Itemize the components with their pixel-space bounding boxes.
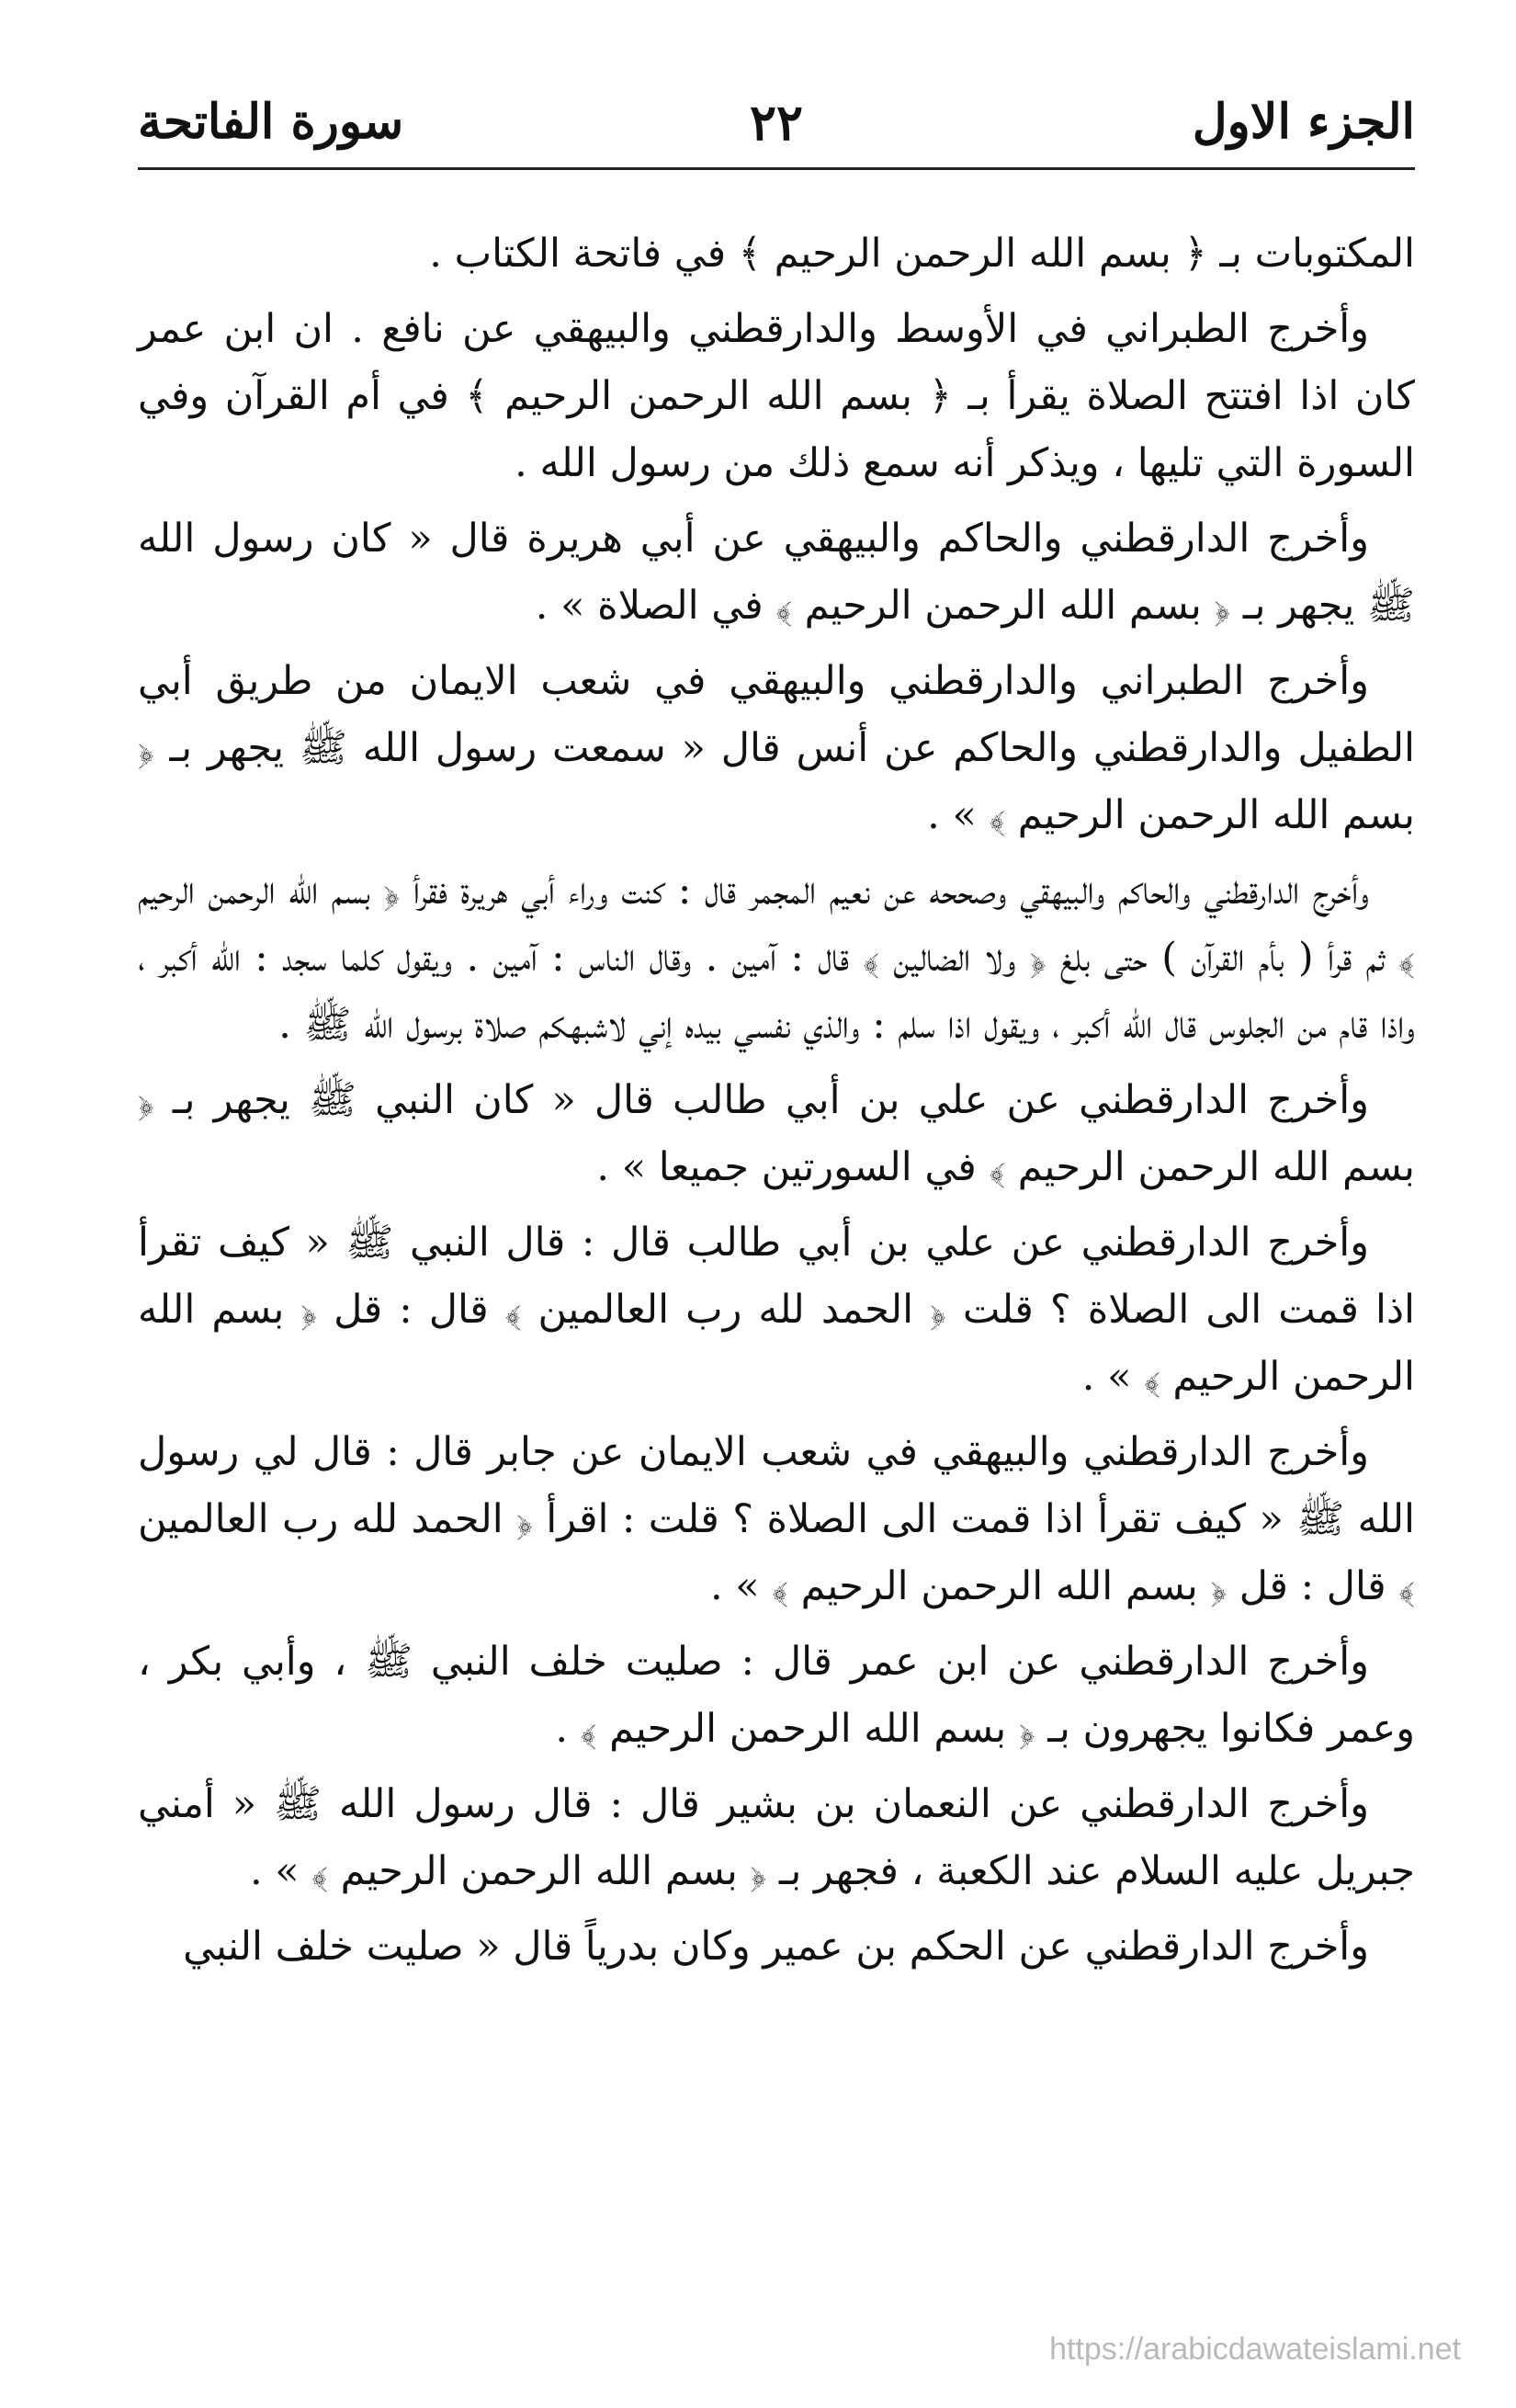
paragraph: وأخرج الدارقطني عن علي بن أبي طالب قال : قال النبي ﷺ « كيف تقرأ اذا قمت الى الصلاة ؟ قلت ﴿ الحمد لله رب العالمين ﴾ قال : قل ﴿ بسم الله الرحمن الرحيم ﴾ » . [138, 1220, 1415, 1400]
paragraph: وأخرج الدارقطني والحاكم والبيهقي وصححه عن نعيم المجمر قال : كنت وراء أبي هريرة فقرأ ﴿ بسم الله الرحمن الرحيم ﴾ ثم قرأ ( بأم القرآن ) حتى بلغ ﴿ ولا الضالين ﴾ قال : آمين . وقال الناس : آمين . ويقول كلما سجد : الله أكبر ، واذا قام من الجلوس قال الله أكبر ، ويقول اذا سلم : والذي نفسي بيده إني لاشبهكم صلاة برسول الله ﷺ . [138, 868, 1415, 1048]
paragraph: وأخرج الدارقطني عن ابن عمر قال : صليت خلف النبي ﷺ ، وأبي بكر ، وعمر فكانوا يجهرون بـ ﴿ بسم الله الرحمن الرحيم ﴾ . [138, 1639, 1415, 1752]
part-title: الجزء الاول [1192, 94, 1415, 150]
paragraph: وأخرج الطبراني والدارقطني والبيهقي في شعب الايمان من طريق أبي الطفيل والدارقطني والحاكم عن أنس قال « سمعت رسول الله ﷺ يجهر بـ ﴿ بسم الله الرحمن الرحيم ﴾ » . [138, 658, 1415, 838]
paragraph: المكتوبات بـ ﴿ بسم الله الرحمن الرحيم ﴾ في فاتحة الكتاب . [429, 231, 1415, 277]
page-number: ٢٢ [749, 93, 804, 152]
paragraph: وأخرج الدارقطني عن الحكم بن عمير وكان بدرياً قال « صليت خلف النبي [183, 1924, 1369, 1970]
paragraph: وأخرج الدارقطني عن علي بن أبي طالب قال « كان النبي ﷺ يجهر بـ ﴿ بسم الله الرحمن الرحيم ﴾ في السورتين جميعا » . [138, 1077, 1415, 1190]
body-text [138, 221, 1415, 1989]
paragraph: وأخرج الدارقطني والحاكم والبيهقي عن أبي هريرة قال « كان رسول الله ﷺ يجهر بـ ﴿ بسم الله الرحمن الرحيم ﴾ في الصلاة » . [138, 516, 1415, 629]
header-divider [138, 167, 1415, 170]
running-header [138, 81, 1415, 164]
surah-title: سورة الفاتحة [138, 94, 404, 150]
paragraph: وأخرج الدارقطني والبيهقي في شعب الايمان عن جابر قال : قال لي رسول الله ﷺ « كيف تقرأ اذا قمت الى الصلاة ؟ قلت : اقرأ ﴿ الحمد لله رب العالمين ﴾ قال : قل ﴿ بسم الله الرحمن الرحيم ﴾ » . [138, 1429, 1415, 1609]
paragraph: وأخرج الطبراني في الأوسط والدارقطني والبيهقي عن نافع . ان ابن عمر كان اذا افتتح الصلاة يقرأ بـ ﴿ بسم الله الرحمن الرحيم ﴾ في أم القرآن وفي السورة التي تليها ، ويذكر أنه سمع ذلك من رسول الله . [138, 306, 1415, 486]
paragraph: وأخرج الدارقطني عن النعمان بن بشير قال : قال رسول الله ﷺ « أمني جبريل عليه السلام عند الكعبة ، فجهر بـ ﴿ بسم الله الرحمن الرحيم ﴾ » . [138, 1781, 1415, 1894]
watermark-url: https://arabicdawateislami.net [1049, 2332, 1461, 2367]
